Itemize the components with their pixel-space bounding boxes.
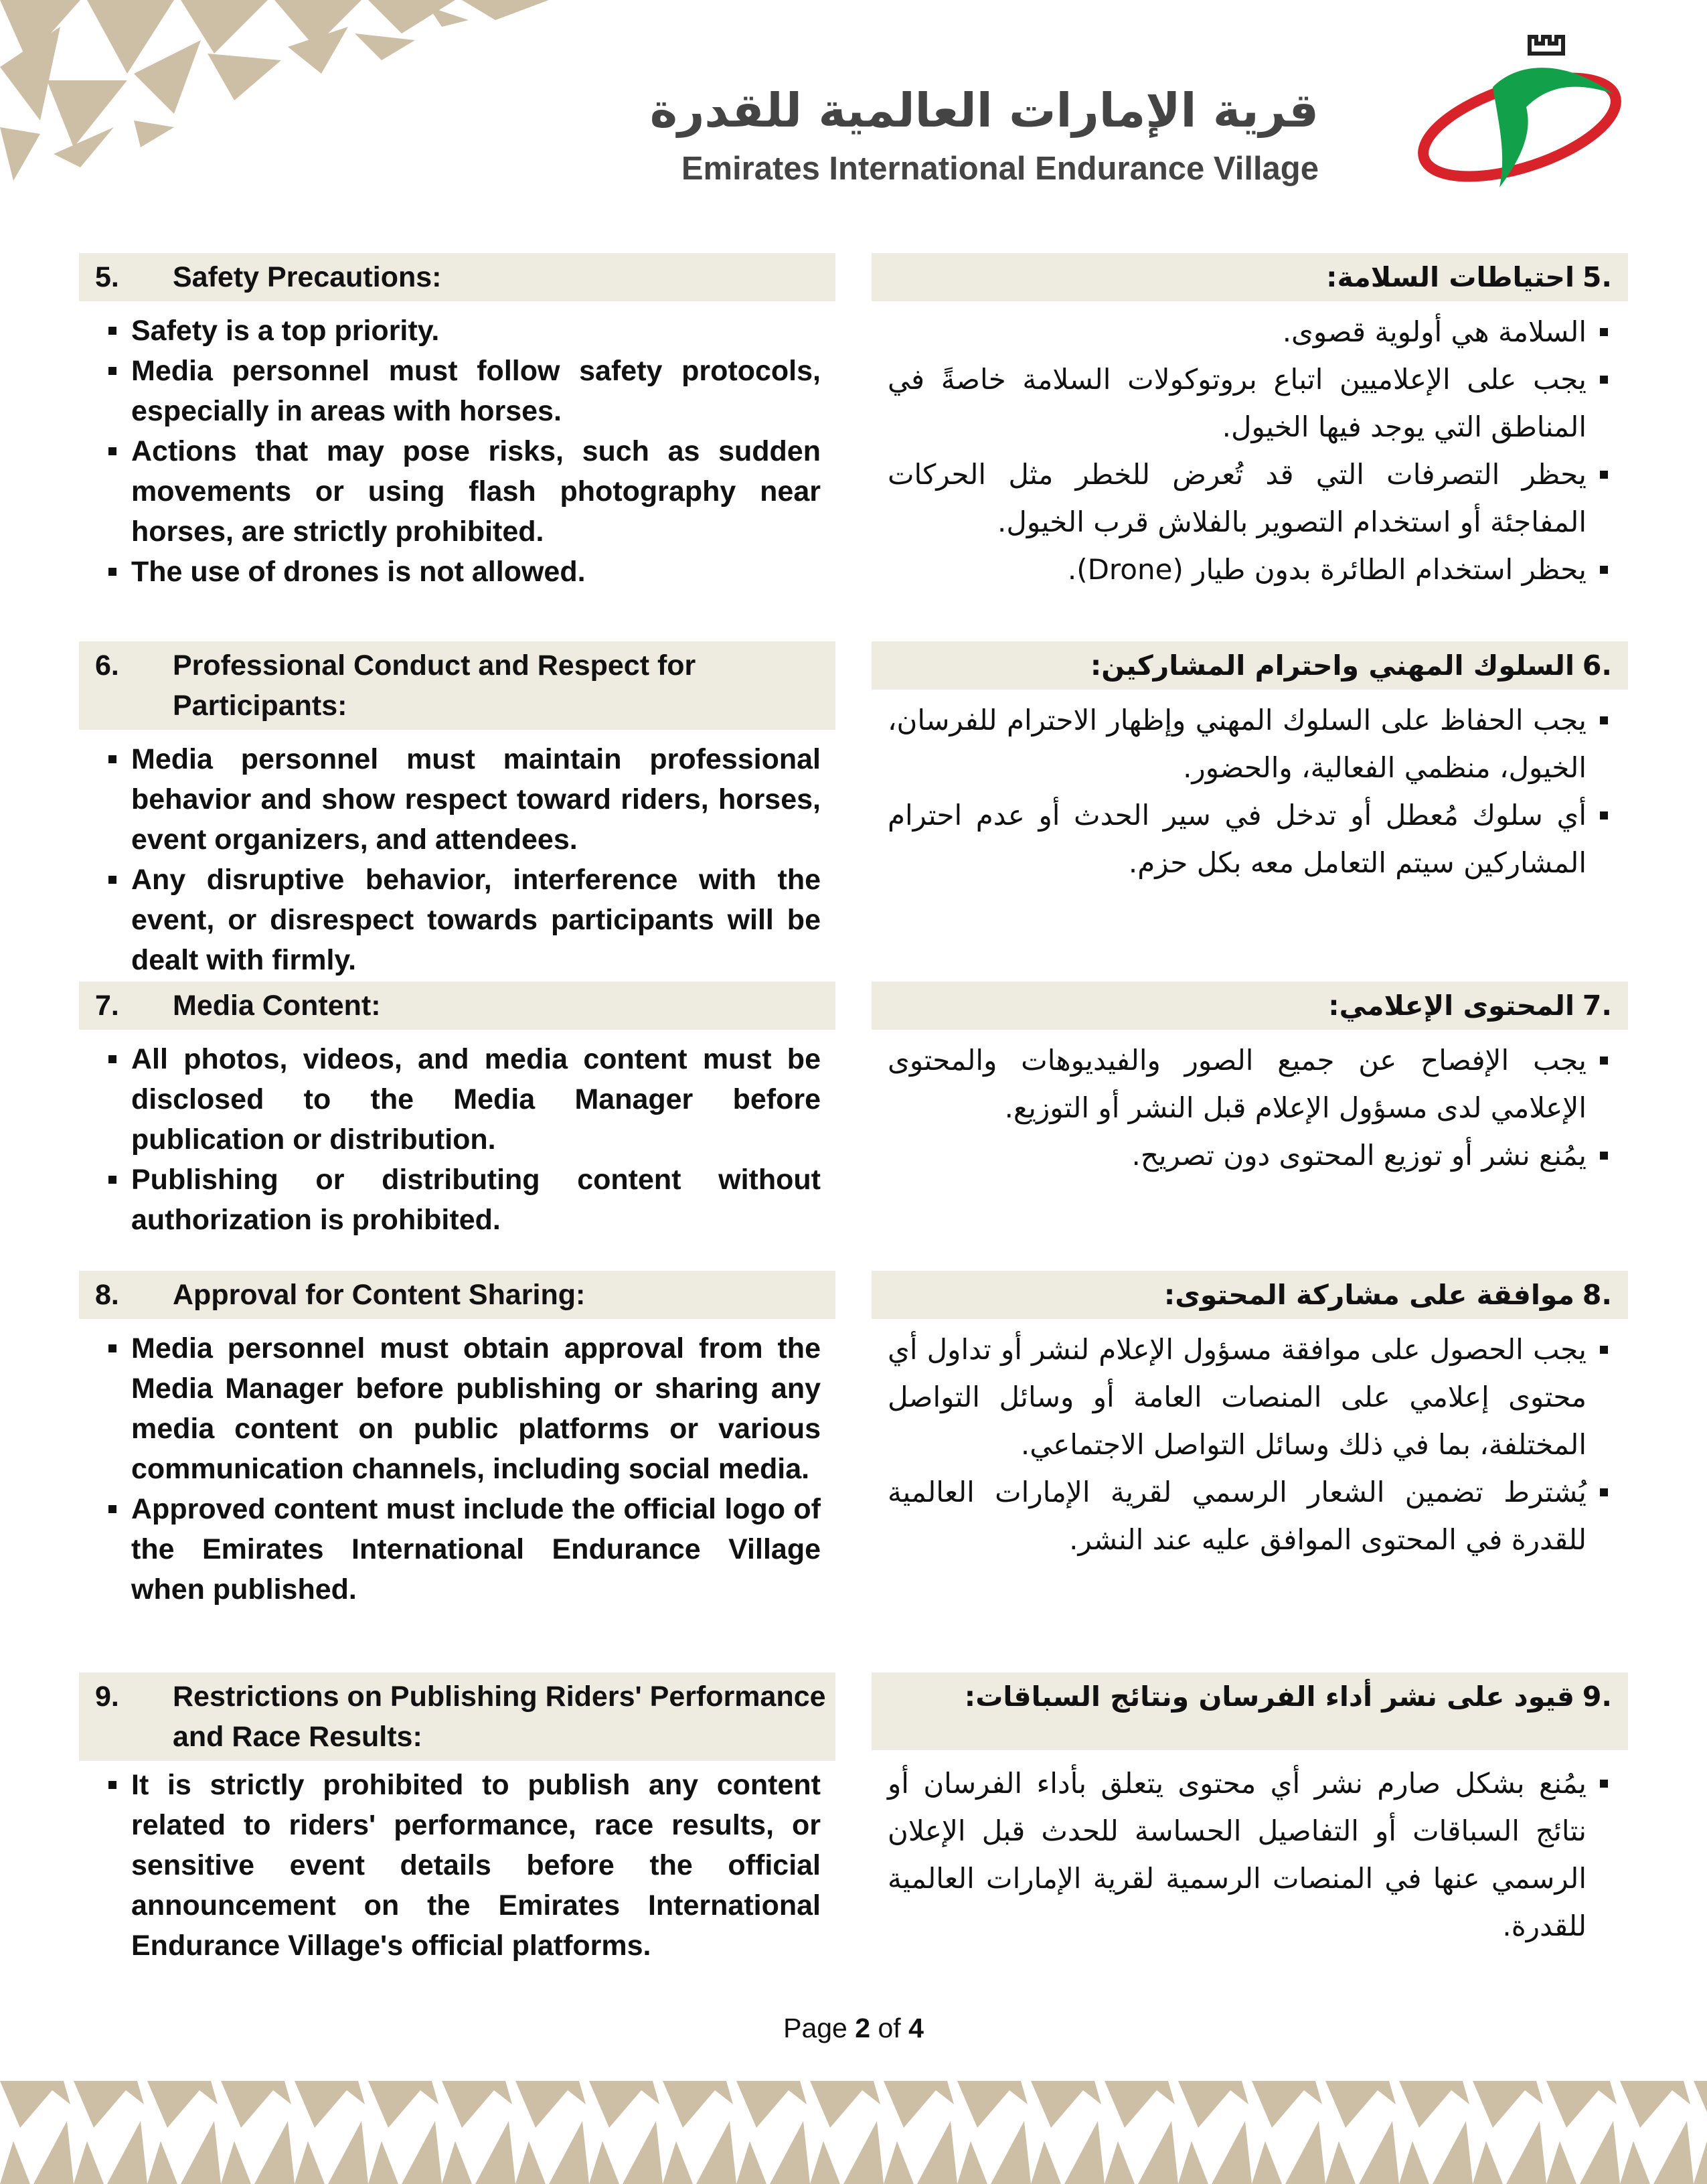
decorative-pattern-top xyxy=(0,0,576,187)
brand-name-english: Emirates International Endurance Village xyxy=(681,151,1319,187)
section-heading xyxy=(872,641,1628,690)
section-5-english xyxy=(79,253,835,592)
list-item: Media personnel must follow safety protocols, especially in areas with horses. xyxy=(79,351,835,431)
list-item: Media personnel must obtain approval from the Media Manager before publishing or sharing any media content on public platforms or various communication channels, including social media. xyxy=(79,1328,835,1489)
list-item: Approved content must include the official logo of the Emirates International Endurance Village when published. xyxy=(79,1489,835,1610)
section-title: Approval for Content Sharing: xyxy=(173,1279,586,1311)
section-number: .5 xyxy=(1582,261,1612,293)
horse-crescent-logo-icon xyxy=(1412,33,1633,194)
decorative-pattern-bottom xyxy=(0,2081,1707,2184)
list-item: يمُنع نشر أو توزيع المحتوى دون تصريح. xyxy=(872,1132,1628,1179)
section-heading xyxy=(872,1271,1628,1319)
list-item: يحظر استخدام الطائرة بدون طيار (Drone). xyxy=(872,546,1628,593)
list-item: Safety is a top priority. xyxy=(79,311,835,351)
section-6-english xyxy=(79,641,835,980)
section-title: Media Content: xyxy=(173,990,381,1022)
list-item: The use of drones is not allowed. xyxy=(79,552,835,592)
page-total: 4 xyxy=(908,2013,924,2043)
list-item: السلامة هي أولوية قصوى. xyxy=(872,308,1628,356)
section-heading xyxy=(872,1672,1628,1750)
section-number: 6. xyxy=(95,649,119,682)
section-5-arabic xyxy=(872,253,1628,593)
section-heading xyxy=(872,982,1628,1030)
section-number: 5. xyxy=(95,261,119,293)
list-item: All photos, videos, and media content must be disclosed to the Media Manager before publication or distribution. xyxy=(79,1039,835,1160)
section-9-arabic xyxy=(872,1672,1628,1950)
section-number: .8 xyxy=(1582,1279,1612,1311)
list-item: Actions that may pose risks, such as sudden movements or using flash photography near horses, are strictly prohibited. xyxy=(79,431,835,552)
list-item: أي سلوك مُعطل أو تدخل في سير الحدث أو عدم احترام المشاركين سيتم التعامل معه بكل حزم. xyxy=(872,791,1628,886)
section-heading xyxy=(79,253,835,301)
section-title: المحتوى الإعلامي: xyxy=(1328,990,1574,1022)
list-item: Publishing or distributing content without authorization is prohibited. xyxy=(79,1160,835,1240)
list-item: Any disruptive behavior, interference with the event, or disrespect towards participants will be dealt with firmly. xyxy=(79,860,835,980)
section-number: 8. xyxy=(95,1279,119,1311)
section-title: قيود على نشر أداء الفرسان ونتائج السباقات: xyxy=(964,1681,1574,1713)
list-item: يُشترط تضمين الشعار الرسمي لقرية الإمارات العالمية للقدرة في المحتوى الموافق عليه عند النشر. xyxy=(872,1468,1628,1563)
section-7-english xyxy=(79,982,835,1240)
list-item: يمُنع بشكل صارم نشر أي محتوى يتعلق بأداء الفرسان أو نتائج السباقات أو التفاصيل الحساسة للحدث قبل الإعلان الرسمي عنها في المنصات الرسمية لقرية الإمارات العالمية للقدرة. xyxy=(872,1760,1628,1950)
page-current: 2 xyxy=(855,2013,871,2043)
section-8-arabic xyxy=(872,1271,1628,1563)
section-6-arabic xyxy=(872,641,1628,886)
page-label: Page xyxy=(783,2013,847,2043)
section-title: موافقة على مشاركة المحتوى: xyxy=(1163,1279,1574,1311)
section-heading xyxy=(79,641,835,730)
list-item: يجب على الإعلاميين اتباع بروتوكولات السلامة خاصةً في المناطق التي يوجد فيها الخيول. xyxy=(872,356,1628,451)
section-number: .6 xyxy=(1582,649,1612,682)
list-item: Media personnel must maintain professional behavior and show respect toward riders, horses, event organizers, and attendees. xyxy=(79,739,835,860)
header xyxy=(649,27,1633,194)
list-item: يجب الإفصاح عن جميع الصور والفيديوهات والمحتوى الإعلامي لدى مسؤول الإعلام قبل النشر أو التوزيع. xyxy=(872,1036,1628,1132)
section-7-arabic xyxy=(872,982,1628,1179)
section-heading xyxy=(872,253,1628,301)
section-number: 7. xyxy=(95,990,119,1022)
list-item: يجب الحفاظ على السلوك المهني وإظهار الاحترام للفرسان، الخيول، منظمي الفعالية، والحضور. xyxy=(872,696,1628,791)
section-9-english xyxy=(79,1672,835,1966)
section-8-english xyxy=(79,1271,835,1610)
section-title: Professional Conduct and Respect for Participants: xyxy=(173,649,696,722)
section-title: Safety Precautions: xyxy=(173,261,442,293)
section-number: 9. xyxy=(95,1681,119,1713)
page-of-label: of xyxy=(878,2013,901,2043)
section-heading xyxy=(79,1672,835,1761)
section-heading xyxy=(79,982,835,1030)
section-title: Restrictions on Publishing Riders' Performance and Race Results: xyxy=(173,1681,826,1753)
brand-name-arabic: قرية الإمارات العالمية للقدرة xyxy=(649,83,1319,138)
section-number: .9 xyxy=(1582,1681,1612,1713)
section-number: .7 xyxy=(1582,990,1612,1022)
list-item: يحظر التصرفات التي قد تُعرض للخطر مثل الحركات المفاجئة أو استخدام التصوير بالفلاش قرب الخيول. xyxy=(872,451,1628,546)
section-title: احتياطات السلامة: xyxy=(1326,261,1574,293)
page-number xyxy=(0,2013,1707,2044)
section-title: السلوك المهني واحترام المشاركين: xyxy=(1090,649,1574,682)
section-heading xyxy=(79,1271,835,1319)
list-item: It is strictly prohibited to publish any content related to riders' performance, race results, or sensitive event details before the official announcement on the Emirates International Endurance Village's official platforms. xyxy=(79,1765,835,1966)
list-item: يجب الحصول على موافقة مسؤول الإعلام لنشر أو تداول أي محتوى إعلامي على المنصات العامة أو وسائل التواصل المختلفة، بما في ذلك وسائل التواصل الاجتماعي. xyxy=(872,1326,1628,1468)
